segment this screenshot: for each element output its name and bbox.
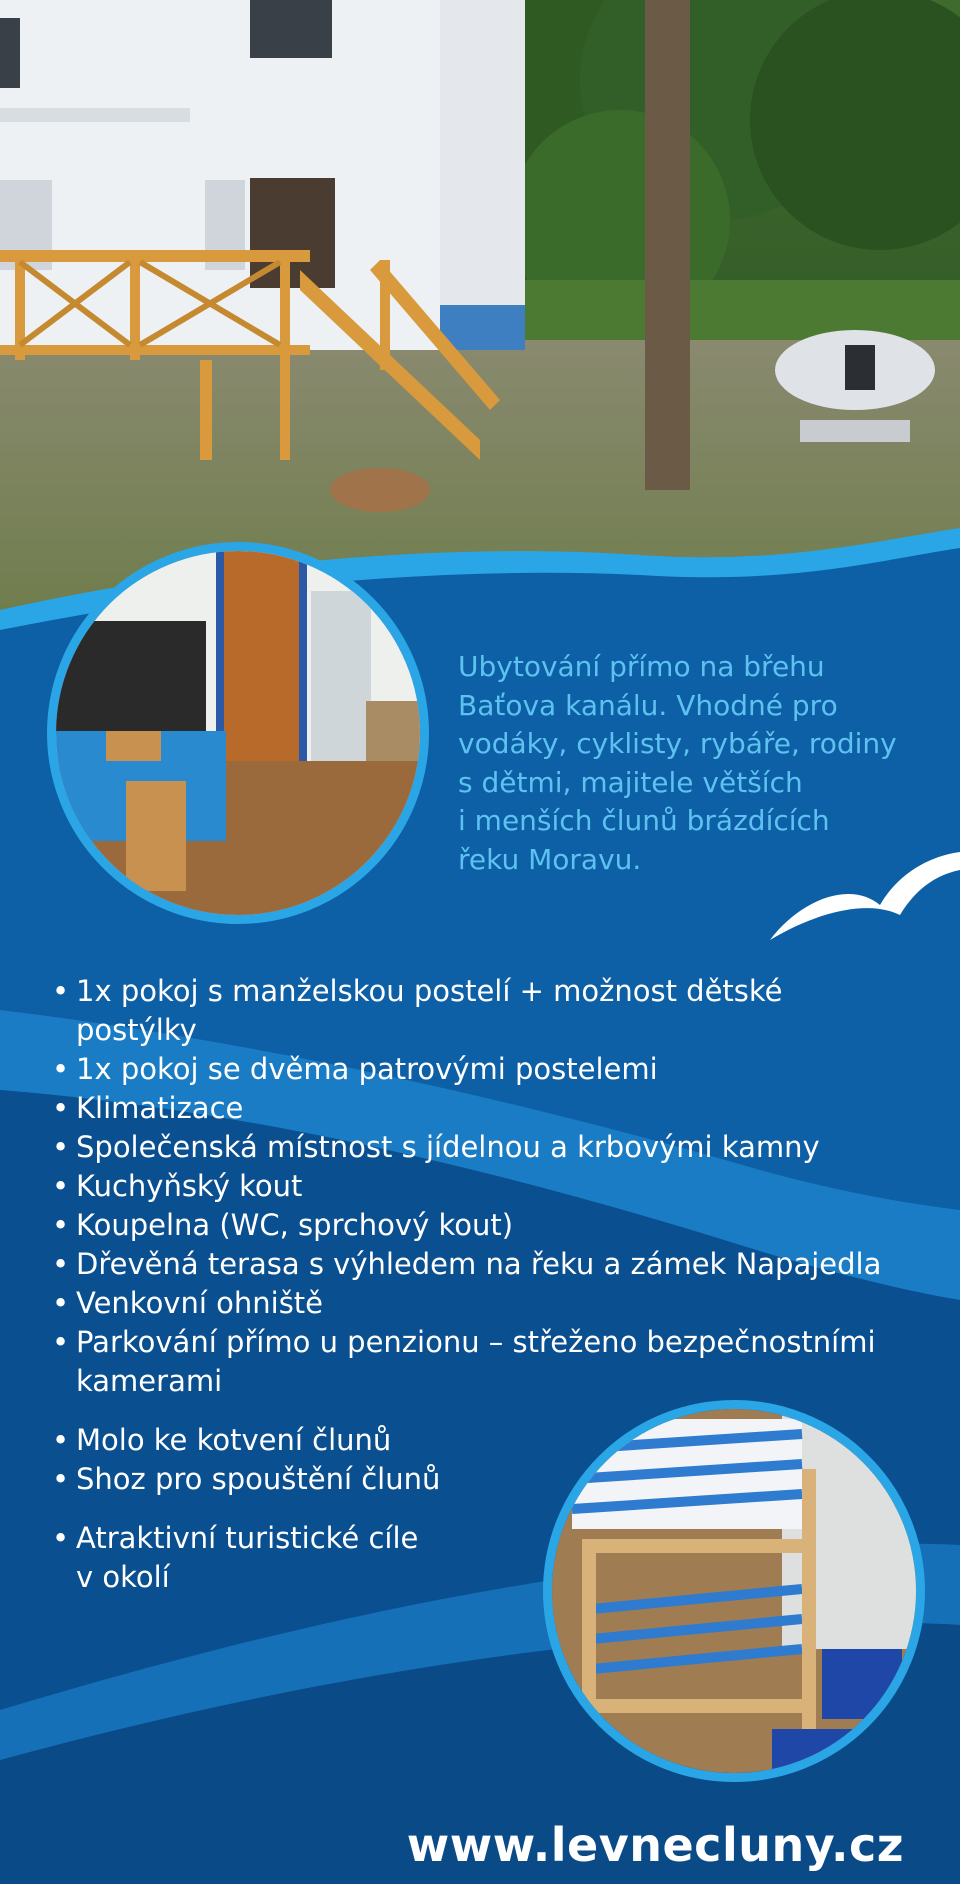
feature-list bbox=[52, 972, 932, 1617]
bullet-icon: • bbox=[52, 1052, 70, 1086]
feature-text: Kuchyňský kout bbox=[76, 1169, 303, 1203]
feature-item bbox=[52, 1206, 932, 1245]
dining-room-photo bbox=[56, 551, 420, 915]
feature-text: 1x pokoj s manželskou postelí + možnost dětské postýlky bbox=[76, 974, 783, 1047]
feature-text: Atraktivní turistické cíle v okolí bbox=[76, 1521, 419, 1594]
feature-item bbox=[52, 1128, 932, 1167]
bullet-icon: • bbox=[52, 1286, 70, 1320]
feature-item bbox=[52, 1167, 932, 1206]
bullet-icon: • bbox=[52, 1521, 70, 1555]
feature-item bbox=[52, 972, 932, 1050]
feature-item bbox=[52, 1284, 932, 1323]
feature-group bbox=[52, 1519, 932, 1597]
feature-text: Parkování přímo u penzionu – střeženo bezpečnostními kamerami bbox=[76, 1325, 876, 1398]
feature-item bbox=[52, 1089, 932, 1128]
feature-text: Dřevěná terasa s výhledem na řeku a zámek Napajedla bbox=[76, 1247, 882, 1281]
feature-text: Společenská místnost s jídelnou a krbovými kamny bbox=[76, 1130, 820, 1164]
feature-item bbox=[52, 1245, 932, 1284]
bullet-icon: • bbox=[52, 1130, 70, 1164]
feature-item bbox=[52, 1460, 932, 1499]
bullet-icon: • bbox=[52, 1462, 70, 1496]
feature-group bbox=[52, 972, 932, 1401]
feature-item bbox=[52, 1323, 932, 1401]
website-url: www.levnecluny.cz bbox=[406, 1818, 904, 1872]
feature-group bbox=[52, 1421, 932, 1499]
feature-text: Shoz pro spouštění člunů bbox=[76, 1462, 441, 1496]
interior-photo-circle bbox=[47, 542, 429, 924]
feature-text: Molo ke kotvení člunů bbox=[76, 1423, 392, 1457]
bullet-icon: • bbox=[52, 974, 70, 1008]
bullet-icon: • bbox=[52, 1423, 70, 1457]
bullet-icon: • bbox=[52, 1325, 70, 1359]
feature-item bbox=[52, 1050, 932, 1089]
feature-text: Koupelna (WC, sprchový kout) bbox=[76, 1208, 514, 1242]
feature-item bbox=[52, 1519, 932, 1597]
bullet-icon: • bbox=[52, 1208, 70, 1242]
bullet-icon: • bbox=[52, 1247, 70, 1281]
feature-item bbox=[52, 1421, 932, 1460]
feature-text: Venkovní ohniště bbox=[76, 1286, 324, 1320]
bullet-icon: • bbox=[52, 1091, 70, 1125]
bullet-icon: • bbox=[52, 1169, 70, 1203]
feature-text: Klimatizace bbox=[76, 1091, 244, 1125]
intro-text: Ubytování přímo na břehu Baťova kanálu. Vhodné pro vodáky, cyklisty, rybáře, rodiny s dětmi, majitele větších i menších člunů brázdících řeku Moravu. bbox=[458, 650, 897, 876]
guesthouse-exterior-photo bbox=[0, 0, 960, 620]
feature-text: 1x pokoj se dvěma patrovými postelemi bbox=[76, 1052, 658, 1086]
